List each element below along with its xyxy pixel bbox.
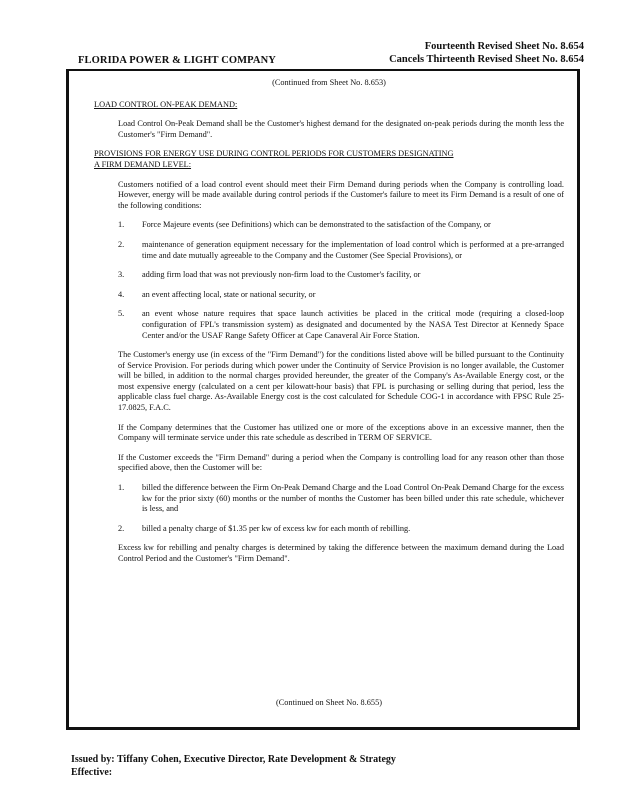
- list-item: [118, 524, 564, 535]
- list-text: maintenance of generation equipment necessary for the implementation of load control which is performed at a pre-arranged time and date mutually agreeable to the Company and the Customer (See Special Provisions), or: [142, 239, 564, 260]
- continued-on: (Continued on Sheet No. 8.655): [275, 698, 382, 707]
- list-number: 3.: [118, 270, 125, 280]
- list-number: 1.: [118, 220, 125, 230]
- section-heading-load-control: LOAD CONTROL ON-PEAK DEMAND:: [94, 99, 238, 109]
- heading-line-2: A FIRM DEMAND LEVEL:: [94, 159, 192, 169]
- effective-date: Effective:: [71, 767, 113, 778]
- heading-line-1: PROVISIONS FOR ENERGY USE DURING CONTROL PERIODS FOR CUSTOMERS DESIGNATING: [94, 149, 454, 159]
- list-number: 2.: [118, 523, 125, 533]
- list-number: 5.: [118, 309, 125, 319]
- sheet-number-block: [389, 40, 584, 66]
- paragraph-intro: Customers notified of a load control event should meet their Firm Demand during periods when the Company is controlling load. However, energy will be made available during control periods if the Customer's failure to meet its Firm Demand is a result of one of the following conditions:: [118, 179, 564, 210]
- section-heading-provisions: [94, 149, 564, 170]
- paragraph-exceeds: If the Customer exceeds the "Firm Demand" during a period when the Company is controlling load for any reason other than those specified above, then the Customer will be:: [118, 452, 564, 473]
- list-number: 2.: [118, 239, 125, 249]
- paragraph-energy-use: The Customer's energy use (in excess of the "Firm Demand") for the conditions listed above will be billed pursuant to the Continuity of Service Provision. For periods during which power under the Continuity of Service Provision is no longer available, the Customer will be billed, in addition to the normal charges provided hereunder, the greater of the Company's As-Available Energy cost, or the most expensive energy (calculated on a cent per kilowatt-hour basis) that FPL is purchasing or selling during that period, less the applicable class fuel charge. As-Available Energy cost is the cost calculated for Schedule COG-1 in accordance with FPSC Rule 25-17.0825, F.A.C.: [118, 350, 564, 413]
- list-text: billed a penalty charge of $1.35 per kw of excess kw for each month of rebilling.: [142, 523, 411, 533]
- tariff-body: [94, 78, 564, 565]
- list-text: an event affecting local, state or national security, or: [142, 289, 316, 299]
- list-text: Force Majeure events (see Definitions) which can be demonstrated to the satisfaction of the Company, or: [142, 220, 491, 230]
- issued-by: Issued by: Tiffany Cohen, Executive Director, Rate Development & Strategy: [71, 754, 396, 765]
- paragraph-load-control: Load Control On-Peak Demand shall be the Customer's highest demand for the designated on-peak periods during the month less the Customer's "Firm Demand".: [118, 119, 564, 139]
- list-item: [118, 483, 564, 515]
- paragraph-exceptions: If the Company determines that the Customer has utilized one or more of the exceptions above in an excessive manner, then the Company will terminate service under this rate schedule as described in TERM OF SERVICE.: [118, 422, 564, 443]
- list-text: adding firm load that was not previously non-firm load to the Customer's facility, or: [142, 270, 421, 280]
- paragraph-excess-kw: Excess kw for rebilling and penalty charges is determined by taking the difference between the maximum demand during the Load Control Period and the Customer's "Firm Demand".: [118, 543, 564, 563]
- list-item: [118, 309, 564, 341]
- list-item: [118, 270, 564, 281]
- list-number: 1.: [118, 483, 125, 493]
- list-text: an event whose nature requires that space launch activities be placed in the critical mode (requiring a closed-loop configuration of FPL's transmission system) as designated and documented by the NASA Test Director at Kennedy Space Center and/or the USAF Range Safety Officer at Cape Canaveral Air Force Station.: [142, 309, 564, 340]
- sheet-number: Fourteenth Revised Sheet No. 8.654: [424, 41, 584, 52]
- list-text: billed the difference between the Firm On-Peak Demand Charge and the Load Control On-Peak Demand Charge for the excess kw for the prior sixty (60) months or the number of months the Customer has been billed under this rate schedule, whichever is less, and: [142, 483, 564, 514]
- list-item: [118, 240, 564, 261]
- footer-block: [71, 753, 396, 779]
- continued-from: (Continued from Sheet No. 8.653): [272, 78, 386, 87]
- list-number: 4.: [118, 289, 125, 299]
- list-item: [118, 220, 564, 231]
- list-item: [118, 290, 564, 301]
- cancels-sheet: Cancels Thirteenth Revised Sheet No. 8.654: [389, 54, 584, 65]
- company-name: FLORIDA POWER & LIGHT COMPANY: [78, 55, 276, 66]
